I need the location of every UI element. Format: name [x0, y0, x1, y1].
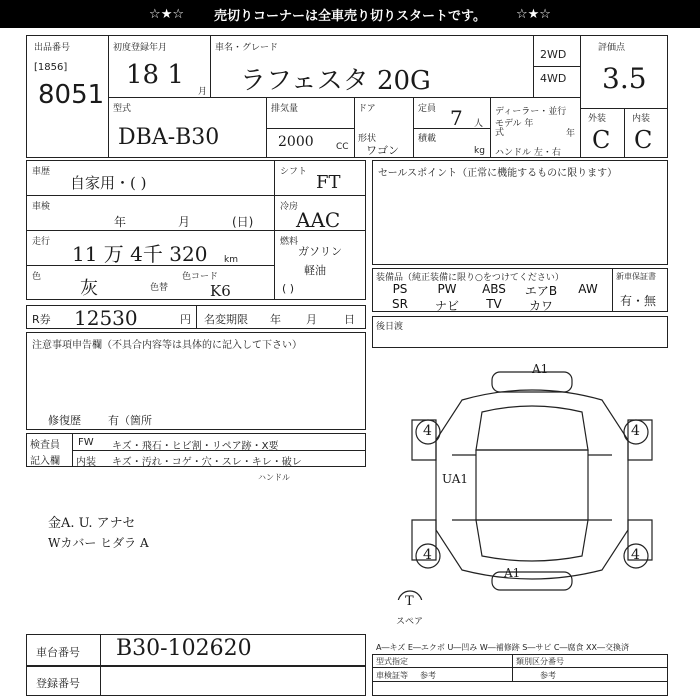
equipment-item: PW: [437, 282, 457, 296]
int-label: 内装: [632, 114, 651, 124]
new-warranty-label: 新車保証書: [616, 272, 656, 281]
inspector-label-2: 記入欄: [30, 456, 60, 467]
repaint-label: 色替: [150, 283, 169, 293]
equipment-item: ナビ: [434, 299, 459, 313]
equipment-item: ABS: [482, 282, 506, 296]
color-label: 色: [32, 272, 42, 282]
spare-label: スペア: [396, 617, 424, 627]
chassis-value: B30-102620: [116, 636, 252, 661]
name-change-label: 名変期限: [204, 313, 248, 326]
model-year-label: モデル 年式: [495, 119, 534, 138]
reg-label: 初度登録年月: [113, 43, 168, 53]
lot-number: 8051: [38, 80, 105, 110]
int-value: C: [634, 126, 653, 154]
remarks-line-1: 金A. U. アナセ: [48, 516, 136, 531]
cap-label: 定員: [418, 104, 437, 114]
drive-2wd: 2WD: [540, 48, 567, 61]
shift-value: FT: [316, 172, 341, 193]
equipment-label: 装備品（純正装備に限り○をつけてください）: [376, 273, 564, 283]
name-change-year: 年: [270, 313, 281, 326]
fuel-paren: ( ): [282, 282, 295, 295]
shift-label: シフト: [280, 167, 308, 177]
ac-label: 冷房: [280, 202, 299, 212]
code-value: K6: [210, 282, 231, 300]
ext-value: C: [592, 126, 611, 154]
inspect-month: 月: [178, 215, 191, 229]
fw-items: キズ・飛石・ヒビ割・リペア跡・X要: [112, 441, 279, 452]
shape-label: 形状: [358, 134, 377, 144]
stamp-note: 参考: [420, 671, 436, 680]
top-banner: [0, 0, 700, 28]
inspect-label: 車検: [32, 202, 51, 212]
int-items-label: 内装: [76, 457, 96, 468]
spare-t: T: [405, 594, 414, 609]
tire-rr: 4: [631, 547, 640, 563]
repair-label: 修復歴: [48, 414, 81, 427]
load-label: 積載: [418, 134, 437, 144]
reg-unit: 月: [198, 87, 208, 97]
notes-label: 注意事項申告欄（不具合内容等は具体的に記入して下さい）: [32, 340, 302, 351]
cap-value: 7: [450, 106, 463, 130]
repair-value: 有（箇所: [108, 414, 152, 427]
year-unit: 年: [566, 129, 576, 139]
recycle-unit: 円: [180, 313, 191, 326]
inspect-year: 年: [114, 215, 127, 229]
diagram-ua1: UA1: [442, 472, 469, 486]
hist-label: 車歴: [32, 167, 51, 177]
legend: A―キズ E―エクボ U―凹み W―補修跡 S―サビ C―腐食 XX―交換済: [376, 643, 630, 652]
remarks-line-2: Wカバー ヒダラ A: [48, 536, 149, 550]
stamp-class: 類別区分番号: [516, 657, 564, 666]
fuel-value: ガソリン: [298, 245, 342, 258]
inspect-day: (日): [232, 215, 254, 229]
color-value: 灰: [80, 278, 98, 299]
later-label: 後日渡: [376, 322, 404, 332]
code-label: 色コード: [182, 272, 219, 282]
diagram-a1-top: A1: [532, 362, 549, 376]
tire-fr: 4: [631, 423, 640, 439]
mileage-value: 11 万 4千 320: [72, 242, 208, 266]
diagram-a1-bottom: A1: [504, 566, 521, 580]
inspector-label-1: 検査員: [30, 440, 60, 451]
inspector-note-small: ハンドル: [258, 473, 290, 482]
fuel-label: 燃料: [280, 237, 299, 247]
disp-value: 2000: [278, 134, 314, 150]
reg-value: 18 1: [126, 60, 184, 90]
car-label: 車名・グレード: [215, 43, 279, 53]
equipment-item: エアB: [524, 284, 558, 298]
int-items: キズ・汚れ・コゲ・穴・スレ・キレ・破レ: [112, 457, 302, 468]
chassis-label: 車台番号: [36, 646, 80, 659]
name-change-month: 月: [306, 313, 317, 326]
banner-stars-right: ☆★☆: [515, 6, 551, 22]
door-label: ドア: [358, 104, 376, 114]
shape-value: ワゴン: [366, 144, 399, 157]
tire-fl: 4: [423, 423, 432, 439]
lot-label: 出品番号: [34, 43, 71, 53]
warranty-value: 有・無: [620, 294, 657, 308]
banner-stars-left: ☆★☆: [149, 6, 185, 22]
handle-label: ハンドル 左・右: [495, 148, 561, 158]
recycle-label: R券: [32, 313, 51, 326]
mileage-unit: km: [224, 255, 238, 265]
banner-text: 売切りコーナーは全車売り切りスタートです。: [214, 8, 486, 24]
drive-4wd: 4WD: [540, 72, 567, 85]
equipment-item: AW: [578, 282, 598, 296]
stamp-ref: 車検証等: [376, 671, 408, 680]
sales-label: セールスポイント（正常に機能するものに限ります）: [378, 168, 618, 179]
equipment-item: TV: [486, 297, 502, 311]
disp-unit: CC: [336, 142, 349, 152]
stamp-model: 型式指定: [376, 657, 408, 666]
load-unit: kg: [474, 146, 485, 156]
hist-value: 自家用・( ): [70, 174, 147, 192]
later-block: [372, 316, 668, 348]
car-diagram: [392, 360, 672, 600]
cap-unit: 人: [474, 119, 484, 129]
car-value: ラフェスタ 20G: [240, 66, 431, 96]
eval-value: 3.5: [602, 62, 647, 95]
model-value: DBA-B30: [118, 125, 220, 150]
eval-label: 評価点: [598, 43, 626, 53]
stamp-note-2: 参考: [540, 671, 556, 680]
register-label: 登録番号: [36, 677, 80, 690]
fuel-alt: 軽油: [304, 264, 326, 277]
fw-label: FW: [78, 437, 94, 448]
equipment-item: SR: [392, 297, 408, 311]
ext-label: 外装: [588, 114, 607, 124]
name-change-day: 日: [344, 313, 355, 326]
dealer-label: ディーラー・並行: [495, 107, 567, 117]
ac-value: AAC: [296, 208, 341, 232]
lot-sub: [1856]: [34, 62, 68, 73]
disp-label: 排気量: [271, 104, 299, 114]
equipment-item: カワ: [528, 299, 553, 313]
model-label: 型式: [113, 104, 132, 114]
mileage-label: 走行: [32, 237, 51, 247]
equipment-item: PS: [392, 282, 408, 296]
recycle-value: 12530: [74, 306, 138, 330]
tire-rl: 4: [423, 547, 432, 563]
